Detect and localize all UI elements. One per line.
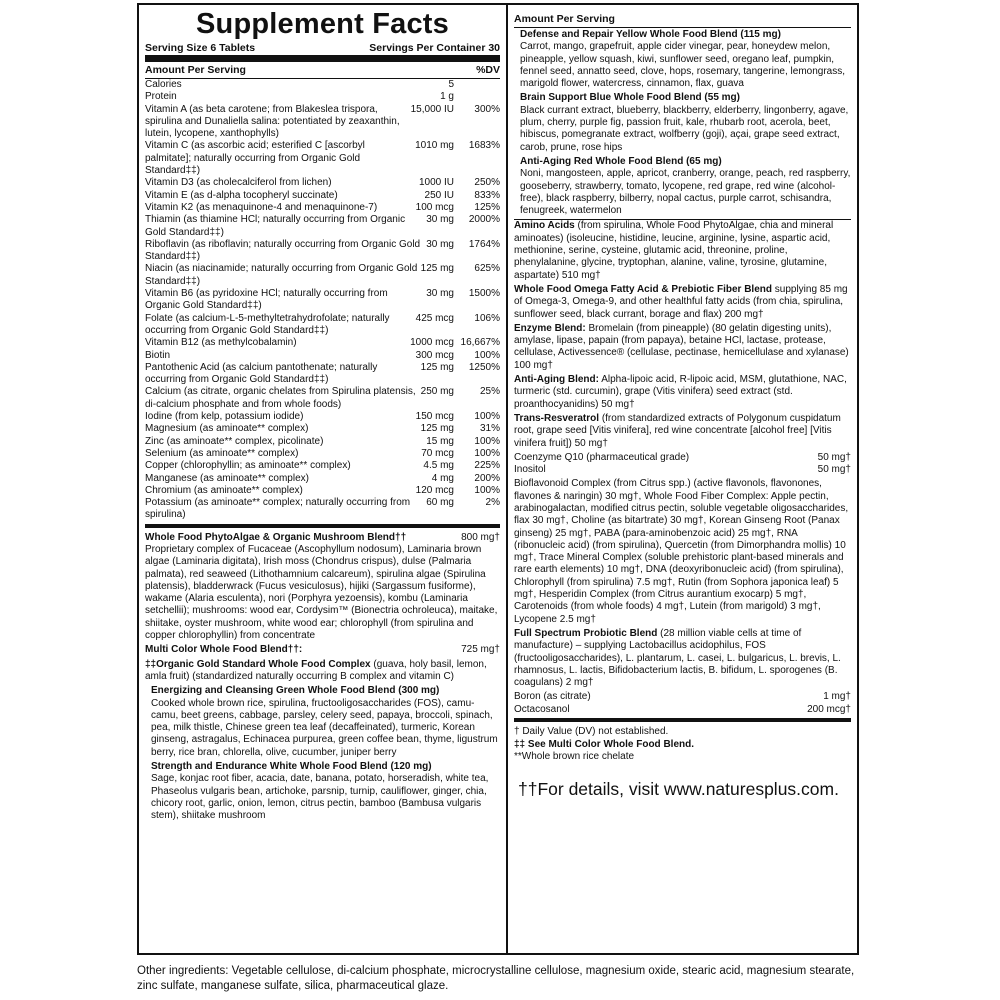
inositol-name: Inositol xyxy=(514,464,546,476)
nutrient-dv: 833% xyxy=(474,189,500,201)
nutrient-dv: 25% xyxy=(479,386,500,398)
nutrient-amount: 300 mcg xyxy=(415,349,454,361)
thick-divider xyxy=(145,524,500,528)
nutrient-name: Biotin xyxy=(145,349,171,361)
nutrient-amount: 5 xyxy=(448,79,454,90)
omega-blend xyxy=(514,284,851,321)
nutrient-dv: 200% xyxy=(474,472,500,484)
omega-amount: 200 mg† xyxy=(724,308,764,320)
nutrient-amount: 425 mcg xyxy=(415,312,454,324)
servings-per-container: Servings Per Container 30 xyxy=(369,42,500,54)
nutrient-row xyxy=(145,411,500,423)
details-website: ††For details, visit www.naturesplus.com. xyxy=(518,778,839,799)
nutrient-row xyxy=(145,202,500,214)
red-head: Anti-Aging Red Whole Food Blend (65 mg) xyxy=(520,155,722,167)
nutrient-amount: 1000 IU xyxy=(418,177,454,189)
nutrient-amount: 70 mcg xyxy=(421,447,454,459)
column-header xyxy=(145,62,500,78)
amount-per-serving-label: Amount Per Serving xyxy=(145,64,246,76)
amino-head: Amino Acids xyxy=(514,220,575,232)
nutrient-dv: 100% xyxy=(474,411,500,423)
nutrient-name: Copper (chlorophyllin; as aminoate** complex) xyxy=(145,460,351,472)
nutrient-row xyxy=(145,263,500,288)
nutrient-amount: 250 IU xyxy=(424,189,454,201)
footnote: **Whole brown rice chelate xyxy=(514,751,635,763)
yellow-body: Carrot, mango, grapefruit, apple cider vinegar, pear, honeydew melon, pineapple, yellow squash, kiwi, sunflower seed, oregano leaf, pumpkin, fennel seed, annatto seed, clove, hops, rosemary, tangerine, lemongrass, marigold flower, watercress, cinnamon, flax, guava xyxy=(520,41,846,90)
nutrient-name: Vitamin D3 (as cholecalciferol from lichen) xyxy=(145,177,332,189)
nutrient-row xyxy=(145,288,500,313)
nutrient-name: Calories xyxy=(145,79,182,90)
omega-text: supplying 85 mg of Omega-3, Omega-9, and other healthful fatty acids (from chia, spirulina, sunflower seed, black currant, borage and flax) xyxy=(514,283,848,320)
nutrient-dv: 625% xyxy=(474,263,500,275)
nutrient-name: Protein xyxy=(145,91,177,103)
nutrient-dv: 225% xyxy=(474,460,500,472)
nutrient-row xyxy=(145,214,500,239)
red-body: Noni, mangosteen, apple, apricot, cranberry, orange, peach, red raspberry, gooseberry, strawberry, tomato, lycopene, red grape, red wine (alcohol-free), black raspberry, bilberry, nopal cactus, purple carrot, schisandra, fenugreek, watermelon xyxy=(520,168,851,217)
nutrient-amount: 125 mg xyxy=(420,263,454,275)
supplement-facts-panel xyxy=(137,3,859,955)
amino-acids xyxy=(514,220,851,281)
divider xyxy=(514,27,851,28)
nutrient-dv: 31% xyxy=(479,423,500,435)
enzyme-head: Enzyme Blend: xyxy=(514,322,586,334)
nutrient-row xyxy=(145,104,500,141)
footnote: † Daily Value (DV) not established. xyxy=(514,726,669,738)
probiotic-blend xyxy=(514,628,851,689)
octacosanol-name: Octacosanol xyxy=(514,703,570,715)
boron-name: Boron (as citrate) xyxy=(514,691,591,703)
right-amount-per-serving: Amount Per Serving xyxy=(514,13,615,25)
serving-size: Serving Size 6 Tablets xyxy=(145,42,256,54)
nutrient-row xyxy=(145,423,500,435)
multicolor-amount: 725 mg† xyxy=(461,644,500,656)
nutrient-row xyxy=(145,190,500,202)
nutrient-amount: 15 mg xyxy=(426,435,454,447)
nutrient-dv: 1500% xyxy=(468,288,500,300)
white-head: Strength and Endurance White Whole Food Blend (120 mg) xyxy=(151,761,432,773)
panel-title: Supplement Facts xyxy=(196,8,449,40)
bioflavonoid-complex: Bioflavonoid Complex (from Citrus spp.) (active flavonols, flavonones, flavones & naringin) 30 mg†, Whole Food Fiber Complex: Apple pectin, arabinogalactan, modified citrus pectin, soluble vegetable oligosaccharides, flax 30 mg†, Choline (as bitartrate) 30 mg†, Korean Ginseng Root (Panax ginseng) 25 mg†, PABA (para-aminobenzoic acid) 25 mg†, RNA (ribonucleic acid) (from spirulina), Quercetin (from Dimorphandra mollis) 10 mg†, Trace Mineral Complex (soluble prehistoric plant-based minerals and rare earth elements) 10 mg†, DNA (deoxyribonucleic acid) (from spirulina), Chlorophyll (from spirulina) 7.5 mg†, Rutin (from Sophora japonica leaf) 5 mg†, Hesperidin Complex (from Citrus aurantium exocarp) 5 mg†, Carotenoids (from whole foods) 4 mg†, Lutein (from marigold) 3 mg†, Lycopene 2.5 mg† xyxy=(514,478,849,625)
nutrient-name: Niacin (as niacinamide; naturally occurring from Organic Gold Standard‡‡) xyxy=(145,263,418,287)
antiaging-text: Alpha-lipoic acid, R-lipoic acid, MSM, glutathione, NAC, turmeric (std. curcumin), grape (Vitis vinifera) seed extract (std. proanthocyanidins) xyxy=(514,374,847,410)
probiotic-text: (28 million viable cells at time of manufacture) – supplying Lactobacillus acidophilus, FOS (fructooligosaccharides), L. plantarum, L. casei, L. bulgaricus, L. brevis, L. rhamnosus, L. lactis, Bifidobacterium lactis, B. bifidum, L. sporogenes (B. coagulans) xyxy=(514,627,841,689)
boron-row xyxy=(514,691,851,703)
yellow-blend xyxy=(514,29,851,90)
nutrient-dv: 1683% xyxy=(468,140,500,152)
yellow-head: Defense and Repair Yellow Whole Food Blend (115 mg) xyxy=(520,29,781,40)
serving-info xyxy=(145,41,500,55)
amino-amount: 510 mg† xyxy=(561,269,601,281)
nutrient-amount: 150 mcg xyxy=(415,411,454,423)
nutrient-amount: 60 mg xyxy=(426,497,454,509)
nutrient-row xyxy=(145,140,500,177)
nutrient-name: Iodine (from kelp, potassium iodide) xyxy=(145,411,304,423)
nutrient-amount: 4.5 mg xyxy=(423,460,454,472)
resveratrol-head: Trans-Resveratrol xyxy=(514,412,600,424)
nutrient-row xyxy=(145,239,500,264)
nutrient-name: Zinc (as aminoate** complex, picolinate) xyxy=(145,435,324,447)
coq10-amount: 50 mg† xyxy=(817,451,851,463)
nutrient-name: Calcium (as citrate, organic chelates from Spirulina platensis, di-calcium phosphate and from whole foods) xyxy=(145,386,416,410)
nutrient-row xyxy=(145,362,500,387)
green-head: Energizing and Cleansing Green Whole Food Blend (300 mg) xyxy=(151,685,440,697)
nutrient-dv xyxy=(454,79,500,91)
nutrient-dv: 300% xyxy=(474,103,500,115)
nutrient-amount: 1010 mg xyxy=(415,140,454,152)
footnotes xyxy=(514,726,851,764)
octacosanol-amount: 200 mcg† xyxy=(807,703,851,715)
inositol-amount: 50 mg† xyxy=(817,464,851,476)
right-column-header xyxy=(514,11,851,27)
nutrient-dv: 2% xyxy=(485,497,500,509)
coq10-row xyxy=(514,452,851,464)
enzyme-text: Bromelain (from pineapple) (80 gelatin digesting units), amylase, lipase, papain (from papaya), betaine HCl, lactase, protease, cellulase, Activessence® (cellulase, pectinase, hemicellulase and xylanase) xyxy=(514,322,849,359)
nutrient-dv: 1250% xyxy=(468,361,500,373)
nutrient-dv: 1764% xyxy=(468,238,500,250)
nutrient-amount: 30 mg xyxy=(426,288,454,300)
antiaging-head: Anti-Aging Blend: xyxy=(514,374,599,386)
phyto-body: Proprietary complex of Fucaceae (Ascophyllum nodosum), Laminaria brown algae (Laminaria digitata), Irish moss (Chondrus crispus), dulse (Palmaria palmata), red seaweed (Lithothamnium calcareum), spirulina algae (Spirulina platensis), bladderwrack (Fucus vesiculosus), hijiki (Sargassum fusiforme), wakame (Alaria esculenta), nori (Porphyra yezoensis), kombu (Laminaria setchellii); mushrooms: wood ear, Cordysim™ (Bionectria ochroleuca), maitake, shiitake, oyster mushroom, white wood ear; chlorophyll (from spirulina and copper chlorophyllin) from concentrate xyxy=(145,543,498,642)
nutrient-row xyxy=(145,337,500,349)
trans-resveratrol xyxy=(514,413,851,450)
amino-text: (from spirulina, Whole Food PhytoAlgae, chia and mineral aminoates) (isoleucine, histidine, leucine, arginine, lysine, aspartic acid, methionine, serine, cysteine, glutamic acid, threonine, proline, phenylalanine, glycine, tryptophan, alanine, valine, tyrosine, glutamine, aspartate) xyxy=(514,220,834,281)
nutrient-name: Pantothenic Acid (as calcium pantothenate; naturally occurring from Organic Gold Standard‡‡) xyxy=(145,361,378,386)
nutrient-dv: 100% xyxy=(474,349,500,361)
nutrient-dv xyxy=(454,91,500,103)
thick-divider xyxy=(145,55,500,62)
phyto-amount: 800 mg† xyxy=(461,531,500,543)
nutrient-row xyxy=(145,448,500,460)
green-blend xyxy=(145,685,500,759)
nutrient-dv: 250% xyxy=(474,177,500,189)
enzyme-blend xyxy=(514,323,851,372)
octacosanol-row xyxy=(514,704,851,716)
inositol-row xyxy=(514,464,851,476)
blue-blend xyxy=(514,92,851,153)
coq10-name: Coenzyme Q10 (pharmaceutical grade) xyxy=(514,451,690,463)
phyto-head: Whole Food PhytoAlgae & Organic Mushroom Blend†† xyxy=(145,531,407,543)
nutrient-amount: 4 mg xyxy=(431,472,454,484)
white-body: Sage, konjac root fiber, acacia, date, banana, potato, horseradish, white tea, Phaseolus vulgaris bean, artichoke, parsnip, turnip, cauliflower, ginger, chia, chicory root, garlic, onion, lemon, citrus pectin, bamboo (Bambusa vulgaris stem), shiitake mushroom xyxy=(151,773,489,822)
nutrient-row xyxy=(145,485,500,497)
nutrient-row xyxy=(145,177,500,189)
thick-divider xyxy=(514,718,851,722)
resveratrol-amount: 50 mg† xyxy=(574,437,608,449)
nutrient-row xyxy=(145,460,500,472)
nutrient-amount: 1000 mcg xyxy=(410,337,454,349)
green-body: Cooked whole brown rice, spirulina, fructooligosaccharides (FOS), camu-camu, beet greens, cabbage, parsley, celery seed, papaya, broccoli, spinach, pea, milk thistle, Chinese green tea leaf (decaffeinated), turmeric, Korean ginseng, astragalus, Echinacea purpurea, green coffee bean, thyme, ligustrum berry, rice bran, chlorella, olive, cucumber, juniper berry xyxy=(151,697,498,758)
nutrient-name: Vitamin B12 (as methylcobalamin) xyxy=(145,337,297,349)
nutrient-row xyxy=(145,79,500,91)
nutrient-row xyxy=(145,386,500,411)
nutrient-name: Magnesium (as aminoate** complex) xyxy=(145,423,309,435)
left-column xyxy=(139,5,508,953)
nutrient-name: Selenium (as aminoate** complex) xyxy=(145,447,299,459)
blue-head: Brain Support Blue Whole Food Blend (55 mg) xyxy=(520,92,740,104)
multicolor-blend xyxy=(145,644,500,656)
nutrient-row xyxy=(145,91,500,103)
omega-head: Whole Food Omega Fatty Acid & Prebiotic Fiber Blend xyxy=(514,283,772,295)
nutrient-name: Thiamin (as thiamine HCl; naturally occurring from Organic Gold Standard‡‡) xyxy=(145,214,406,238)
nutrient-amount: 120 mcg xyxy=(415,484,454,496)
nutrient-dv: 106% xyxy=(474,312,500,324)
nutrient-name: Vitamin A (as beta carotene; from Blakeslea trispora, spirulina and Dunaliella salina: potentiated by zeaxanthin, lutein, lycopene, xanthophylls) xyxy=(145,103,400,140)
phyto-blend xyxy=(145,532,500,643)
nutrient-amount: 15,000 IU xyxy=(410,103,454,115)
nutrient-row xyxy=(145,497,500,522)
nutrient-name: Potassium (as aminoate** complex; naturally occurring from spirulina) xyxy=(145,497,411,521)
nutrient-list xyxy=(145,79,500,522)
anti-aging-blend xyxy=(514,374,851,411)
nutrient-amount: 1 g xyxy=(440,91,454,103)
nutrient-row xyxy=(145,473,500,485)
nutrient-row xyxy=(145,313,500,338)
nutrient-name: Riboflavin (as riboflavin; naturally occurring from Organic Gold Standard‡‡) xyxy=(145,238,421,263)
nutrient-amount: 125 mg xyxy=(420,423,454,435)
nutrient-name: Vitamin K2 (as menaquinone-4 and menaquinone-7) xyxy=(145,201,378,213)
other-ingredients: Other ingredients: Vegetable cellulose, di-calcium phosphate, microcrystalline cellulose, magnesium oxide, stearic acid, magnesium stearate, zinc sulfate, manganese sulfate, silica, pharmaceutical glaze. xyxy=(137,965,855,992)
boron-amount: 1 mg† xyxy=(823,691,851,703)
nutrient-amount: 100 mcg xyxy=(415,201,454,213)
nutrient-dv: 100% xyxy=(474,447,500,459)
organic-gold-head: ‡‡Organic Gold Standard Whole Food Complex xyxy=(145,658,371,670)
nutrient-dv: 125% xyxy=(474,201,500,213)
footnote: ‡‡ See Multi Color Whole Food Blend. xyxy=(514,738,695,750)
dv-header: %DV xyxy=(476,64,500,76)
white-blend xyxy=(145,761,500,822)
organic-gold-complex xyxy=(145,659,500,684)
nutrient-name: Chromium (as aminoate** complex) xyxy=(145,484,303,496)
multicolor-head: Multi Color Whole Food Blend††: xyxy=(145,644,303,656)
nutrient-name: Folate (as calcium-L-5-methyltetrahydrofolate; naturally occurring from Organic Gold Standard‡‡) xyxy=(145,312,390,336)
red-blend xyxy=(514,156,851,217)
nutrient-dv: 16,667% xyxy=(460,337,500,349)
nutrient-amount: 30 mg xyxy=(426,238,454,250)
nutrient-dv: 100% xyxy=(474,484,500,496)
nutrient-amount: 30 mg xyxy=(426,214,454,226)
antiaging-amount: 50 mg† xyxy=(601,398,635,410)
nutrient-name: Vitamin C (as ascorbic acid; esterified C [ascorbyl palmitate]; naturally occurring from Organic Gold Standard‡‡) xyxy=(145,140,365,177)
nutrient-dv: 100% xyxy=(474,435,500,447)
nutrient-amount: 250 mg xyxy=(420,386,454,398)
enzyme-amount: 100 mg† xyxy=(514,359,553,371)
blue-body: Black currant extract, blueberry, blackberry, elderberry, lingonberry, agave, plum, cherry, purple fig, passion fruit, kale, rhubarb root, acerola, beet, hibiscus, pomegranate extract, wolfberry (goji), açai, grape seed extract, carob, prune, rose hips xyxy=(520,104,849,153)
right-column xyxy=(508,5,857,953)
nutrient-name: Manganese (as aminoate** complex) xyxy=(145,472,309,484)
organic-gold-body: (guava, holy basil, lemon, amla fruit) (standardized naturally occurring B complex and vitamin C) xyxy=(145,658,487,682)
nutrient-dv: 2000% xyxy=(468,214,500,226)
nutrient-name: Vitamin E (as d-alpha tocopheryl succinate) xyxy=(145,189,338,201)
nutrient-row xyxy=(145,350,500,362)
resveratrol-text: (from standardized extracts of Polygonum cuspidatum root, grape seed [Vitis vinifera], red wine concentrate [alcohol free] [Vitis vinifera fruit]) xyxy=(514,412,841,449)
nutrient-amount: 125 mg xyxy=(420,361,454,373)
nutrient-name: Vitamin B6 (as pyridoxine HCl; naturally occurring from Organic Gold Standard‡‡) xyxy=(145,288,388,312)
probiotic-amount: 2 mg† xyxy=(565,677,594,689)
probiotic-head: Full Spectrum Probiotic Blend xyxy=(514,627,658,639)
nutrient-row xyxy=(145,436,500,448)
